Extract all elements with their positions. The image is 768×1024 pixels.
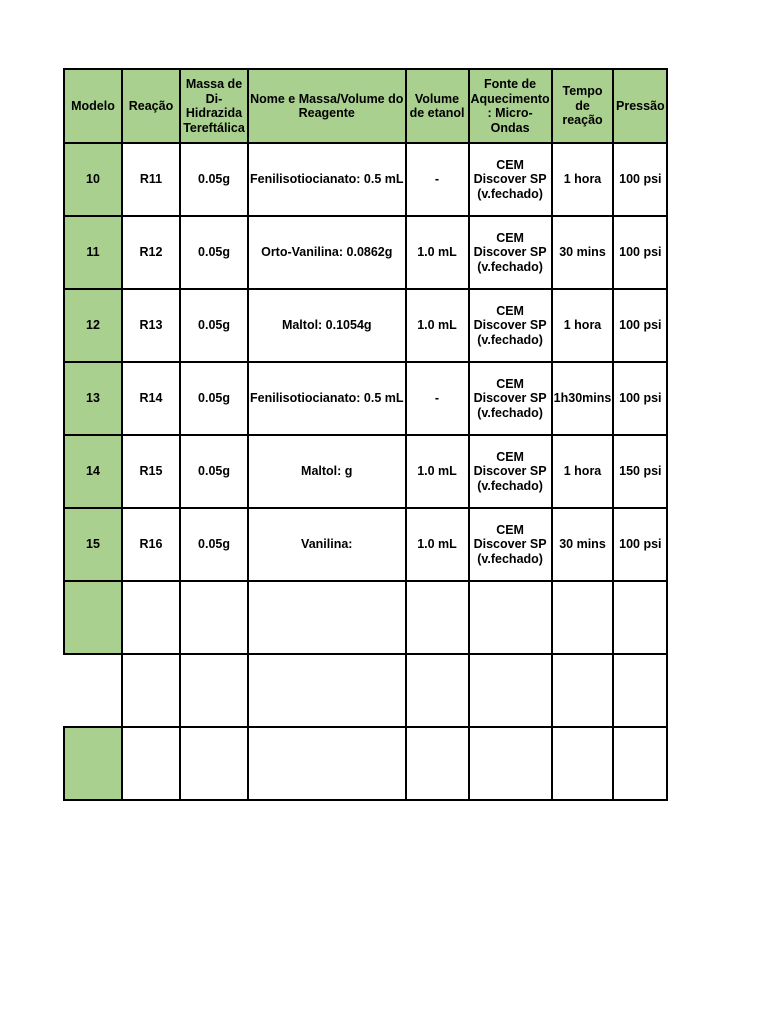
cell-modelo[interactable]: 14 — [64, 435, 122, 508]
cell-volume-etanol[interactable] — [406, 581, 469, 654]
cell-reacao[interactable]: R14 — [122, 362, 180, 435]
header-modelo[interactable]: Modelo — [64, 69, 122, 143]
cell-massa[interactable]: 0.05g — [180, 216, 248, 289]
cell-reagente[interactable]: Fenilisotiocianato: 0.5 mL — [248, 143, 406, 216]
cell-massa[interactable]: 0.05g — [180, 289, 248, 362]
cell-fonte-aquecimento[interactable]: CEM Discover SP (v.fechado) — [469, 508, 552, 581]
cell-tempo[interactable] — [552, 727, 614, 800]
table-header — [64, 69, 667, 143]
cell-modelo[interactable]: 10 — [64, 143, 122, 216]
cell-modelo[interactable] — [64, 581, 122, 654]
cell-tempo[interactable]: 1h30mins — [552, 362, 614, 435]
header-tempo-reacao[interactable]: Tempo de reação — [552, 69, 614, 143]
table-row — [64, 435, 667, 508]
cell-volume-etanol[interactable]: - — [406, 362, 469, 435]
reaction-table — [63, 68, 668, 801]
header-massa-di-hidrazida[interactable]: Massa de Di-Hidrazida Tereftálica — [180, 69, 248, 143]
cell-modelo[interactable]: 12 — [64, 289, 122, 362]
cell-pressao[interactable] — [613, 727, 667, 800]
cell-reacao[interactable] — [122, 727, 180, 800]
cell-massa[interactable] — [180, 727, 248, 800]
cell-fonte-aquecimento[interactable] — [469, 654, 552, 727]
cell-massa[interactable]: 0.05g — [180, 508, 248, 581]
header-pressao[interactable]: Pressão — [613, 69, 667, 143]
cell-pressao[interactable]: 100 psi — [613, 362, 667, 435]
table-row-empty — [64, 654, 667, 727]
header-volume-etanol[interactable]: Volume de etanol — [406, 69, 469, 143]
cell-volume-etanol[interactable]: 1.0 mL — [406, 289, 469, 362]
cell-pressao[interactable]: 150 psi — [613, 435, 667, 508]
cell-fonte-aquecimento[interactable]: CEM Discover SP (v.fechado) — [469, 435, 552, 508]
cell-reacao[interactable]: R13 — [122, 289, 180, 362]
cell-reagente[interactable]: Fenilisotiocianato: 0.5 mL — [248, 362, 406, 435]
cell-fonte-aquecimento[interactable] — [469, 727, 552, 800]
cell-reagente[interactable] — [248, 581, 406, 654]
table-body — [64, 143, 667, 800]
cell-tempo[interactable] — [552, 654, 614, 727]
cell-fonte-aquecimento[interactable] — [469, 581, 552, 654]
cell-tempo[interactable]: 1 hora — [552, 289, 614, 362]
cell-pressao[interactable]: 100 psi — [613, 289, 667, 362]
cell-massa[interactable]: 0.05g — [180, 435, 248, 508]
table-row — [64, 289, 667, 362]
cell-reacao[interactable]: R12 — [122, 216, 180, 289]
header-row — [64, 69, 667, 143]
cell-reacao[interactable]: R16 — [122, 508, 180, 581]
cell-massa[interactable] — [180, 581, 248, 654]
table-row — [64, 143, 667, 216]
table-row — [64, 362, 667, 435]
table-row — [64, 508, 667, 581]
cell-fonte-aquecimento[interactable]: CEM Discover SP (v.fechado) — [469, 143, 552, 216]
cell-modelo[interactable]: 15 — [64, 508, 122, 581]
cell-massa[interactable] — [180, 654, 248, 727]
cell-massa[interactable]: 0.05g — [180, 362, 248, 435]
cell-reagente[interactable]: Maltol: 0.1054g — [248, 289, 406, 362]
cell-volume-etanol[interactable]: 1.0 mL — [406, 216, 469, 289]
cell-pressao[interactable] — [613, 581, 667, 654]
cell-reagente[interactable]: Vanilina: — [248, 508, 406, 581]
table-row-empty — [64, 727, 667, 800]
cell-pressao[interactable]: 100 psi — [613, 143, 667, 216]
header-reacao[interactable]: Reação — [122, 69, 180, 143]
cell-volume-etanol[interactable]: 1.0 mL — [406, 435, 469, 508]
cell-fonte-aquecimento[interactable]: CEM Discover SP (v.fechado) — [469, 289, 552, 362]
cell-fonte-aquecimento[interactable]: CEM Discover SP (v.fechado) — [469, 216, 552, 289]
cell-modelo[interactable]: 13 — [64, 362, 122, 435]
cell-reagente[interactable]: Orto-Vanilina: 0.0862g — [248, 216, 406, 289]
cell-volume-etanol[interactable]: 1.0 mL — [406, 508, 469, 581]
cell-reacao[interactable] — [122, 581, 180, 654]
cell-tempo[interactable]: 30 mins — [552, 216, 614, 289]
cell-reagente[interactable] — [248, 727, 406, 800]
header-nome-massa-volume-reagente[interactable]: Nome e Massa/Volume do Reagente — [248, 69, 406, 143]
cell-modelo[interactable]: 11 — [64, 216, 122, 289]
cell-reagente[interactable] — [248, 654, 406, 727]
header-fonte-aquecimento[interactable]: Fonte de Aquecimento : Micro-Ondas — [469, 69, 552, 143]
cell-pressao[interactable] — [613, 654, 667, 727]
table-row — [64, 216, 667, 289]
cell-reacao[interactable] — [122, 654, 180, 727]
cell-modelo[interactable] — [64, 727, 122, 800]
cell-volume-etanol[interactable]: - — [406, 143, 469, 216]
cell-volume-etanol[interactable] — [406, 654, 469, 727]
cell-reagente[interactable]: Maltol: g — [248, 435, 406, 508]
cell-pressao[interactable]: 100 psi — [613, 508, 667, 581]
cell-tempo[interactable]: 30 mins — [552, 508, 614, 581]
cell-tempo[interactable]: 1 hora — [552, 435, 614, 508]
cell-massa[interactable]: 0.05g — [180, 143, 248, 216]
cell-volume-etanol[interactable] — [406, 727, 469, 800]
cell-tempo[interactable]: 1 hora — [552, 143, 614, 216]
cell-reacao[interactable]: R11 — [122, 143, 180, 216]
cell-fonte-aquecimento[interactable]: CEM Discover SP (v.fechado) — [469, 362, 552, 435]
table-row-empty — [64, 581, 667, 654]
cell-pressao[interactable]: 100 psi — [613, 216, 667, 289]
cell-tempo[interactable] — [552, 581, 614, 654]
cell-reacao[interactable]: R15 — [122, 435, 180, 508]
cell-modelo[interactable] — [64, 654, 122, 727]
